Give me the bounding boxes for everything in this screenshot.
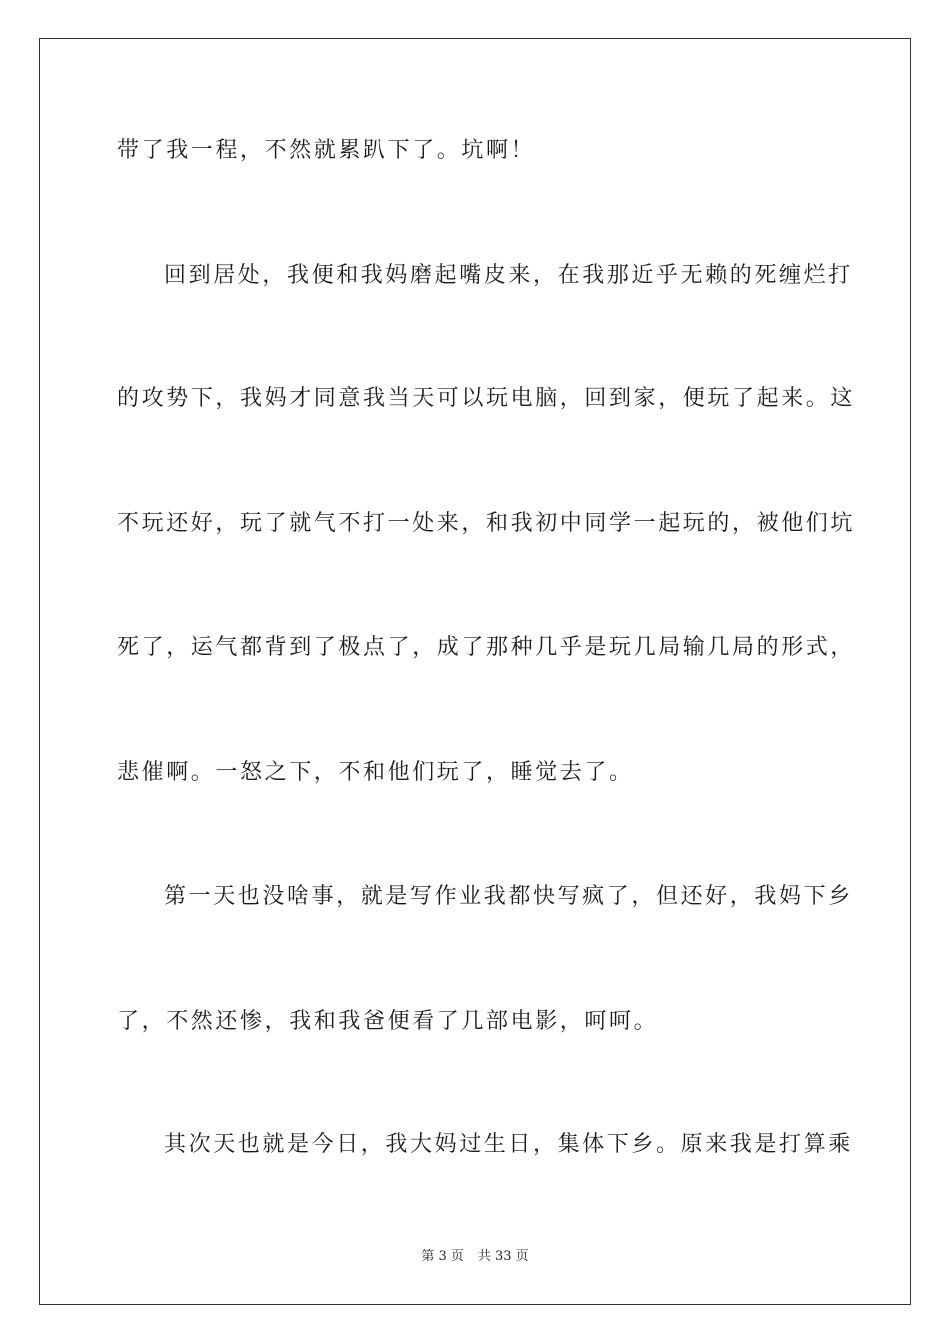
text-line: 了，不然还惨，我和我爸便看了几部电影，呵呵。 bbox=[117, 1009, 659, 1034]
page-total: 共 33 页 bbox=[477, 1249, 529, 1264]
paragraph-start-line: 其次天也就是今日，我大妈过生日，集体下乡。原来我是打算乘 bbox=[164, 1132, 853, 1157]
page-border bbox=[39, 38, 911, 1305]
page-number: 第 3 页 bbox=[421, 1249, 464, 1264]
text-line: 带了我一程，不然就累趴下了。坑啊！ bbox=[117, 138, 536, 163]
text-line: 不玩还好，玩了就气不打一处来，和我初中同学一起玩的，被他们坑 bbox=[117, 511, 856, 536]
page-footer bbox=[0, 1248, 950, 1266]
text-line: 的攻势下，我妈才同意我当天可以玩电脑，回到家，便玩了起来。这 bbox=[117, 386, 856, 411]
paragraph-start-line: 第一天也没啥事，就是写作业我都快写疯了，但还好，我妈下乡 bbox=[164, 884, 853, 909]
text-line: 死了，运气都背到了极点了，成了那种几乎是玩几局输几局的形式， bbox=[117, 635, 856, 660]
paragraph-start-line: 回到居处，我便和我妈磨起嘴皮来，在我那近乎无赖的死缠烂打 bbox=[164, 263, 853, 288]
text-line: 悲催啊。一怒之下，不和他们玩了，睡觉去了。 bbox=[117, 760, 634, 785]
